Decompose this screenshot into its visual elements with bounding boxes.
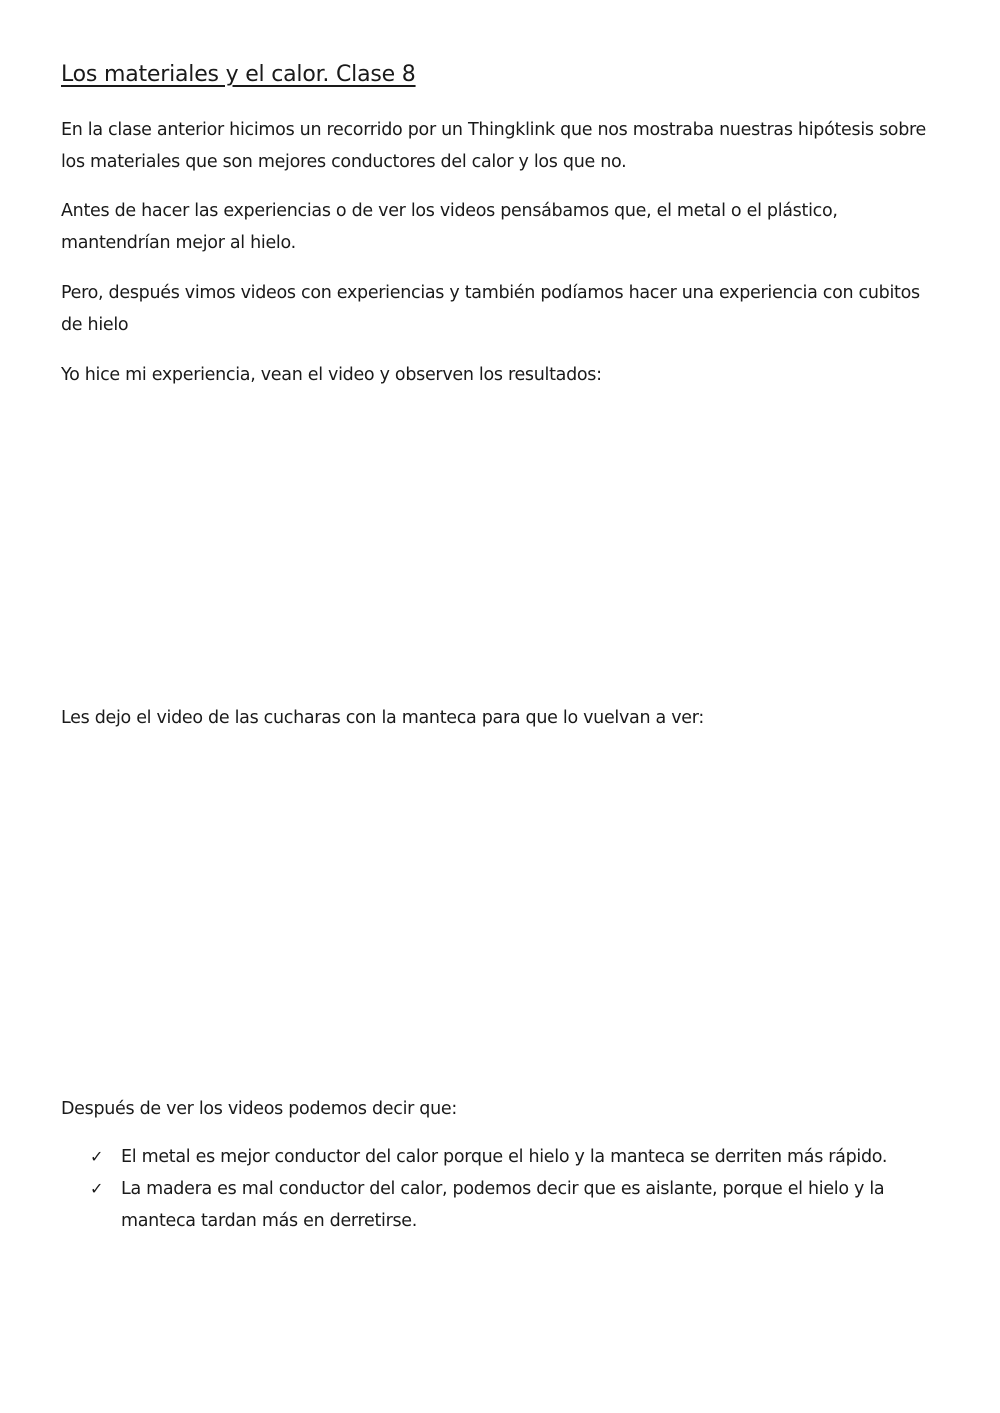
spoons-video-intro: Les dejo el video de las cucharas con la manteca para que lo vuelvan a ver: (61, 708, 704, 728)
conclusion-item (90, 1141, 940, 1173)
conclusion-intro: Después de ver los videos podemos decir que: (61, 1099, 457, 1119)
intro-paragraph: En la clase anterior hicimos un recorrido por un Thingklink que nos mostraba nuestras hipótesis sobre los materiales que son mejores conductores del calor y los que no. (61, 120, 926, 172)
video-slot-spoons-butter (61, 745, 941, 1075)
video-slot-ice-experience (61, 400, 941, 680)
own-video-intro: Yo hice mi experiencia, vean el video y observen los resultados: (61, 365, 602, 385)
check-icon: ✓ (90, 1147, 104, 1166)
conclusion-text: La madera es mal conductor del calor, podemos decir que es aislante, porque el hielo y la manteca tardan más en derretirse. (121, 1179, 885, 1231)
hypothesis-paragraph: Antes de hacer las experiencias o de ver los videos pensábamos que, el metal o el plástico, mantendrían mejor al hielo. (61, 201, 838, 253)
experience-paragraph: Pero, después vimos videos con experiencias y también podíamos hacer una experiencia con cubitos de hielo (61, 283, 920, 335)
check-icon: ✓ (90, 1179, 104, 1198)
conclusion-list (90, 1141, 940, 1237)
conclusion-text: El metal es mejor conductor del calor porque el hielo y la manteca se derriten más rápido. (121, 1147, 888, 1167)
conclusion-item (90, 1173, 940, 1237)
page-title: Los materiales y el calor. Clase 8 (61, 62, 416, 87)
